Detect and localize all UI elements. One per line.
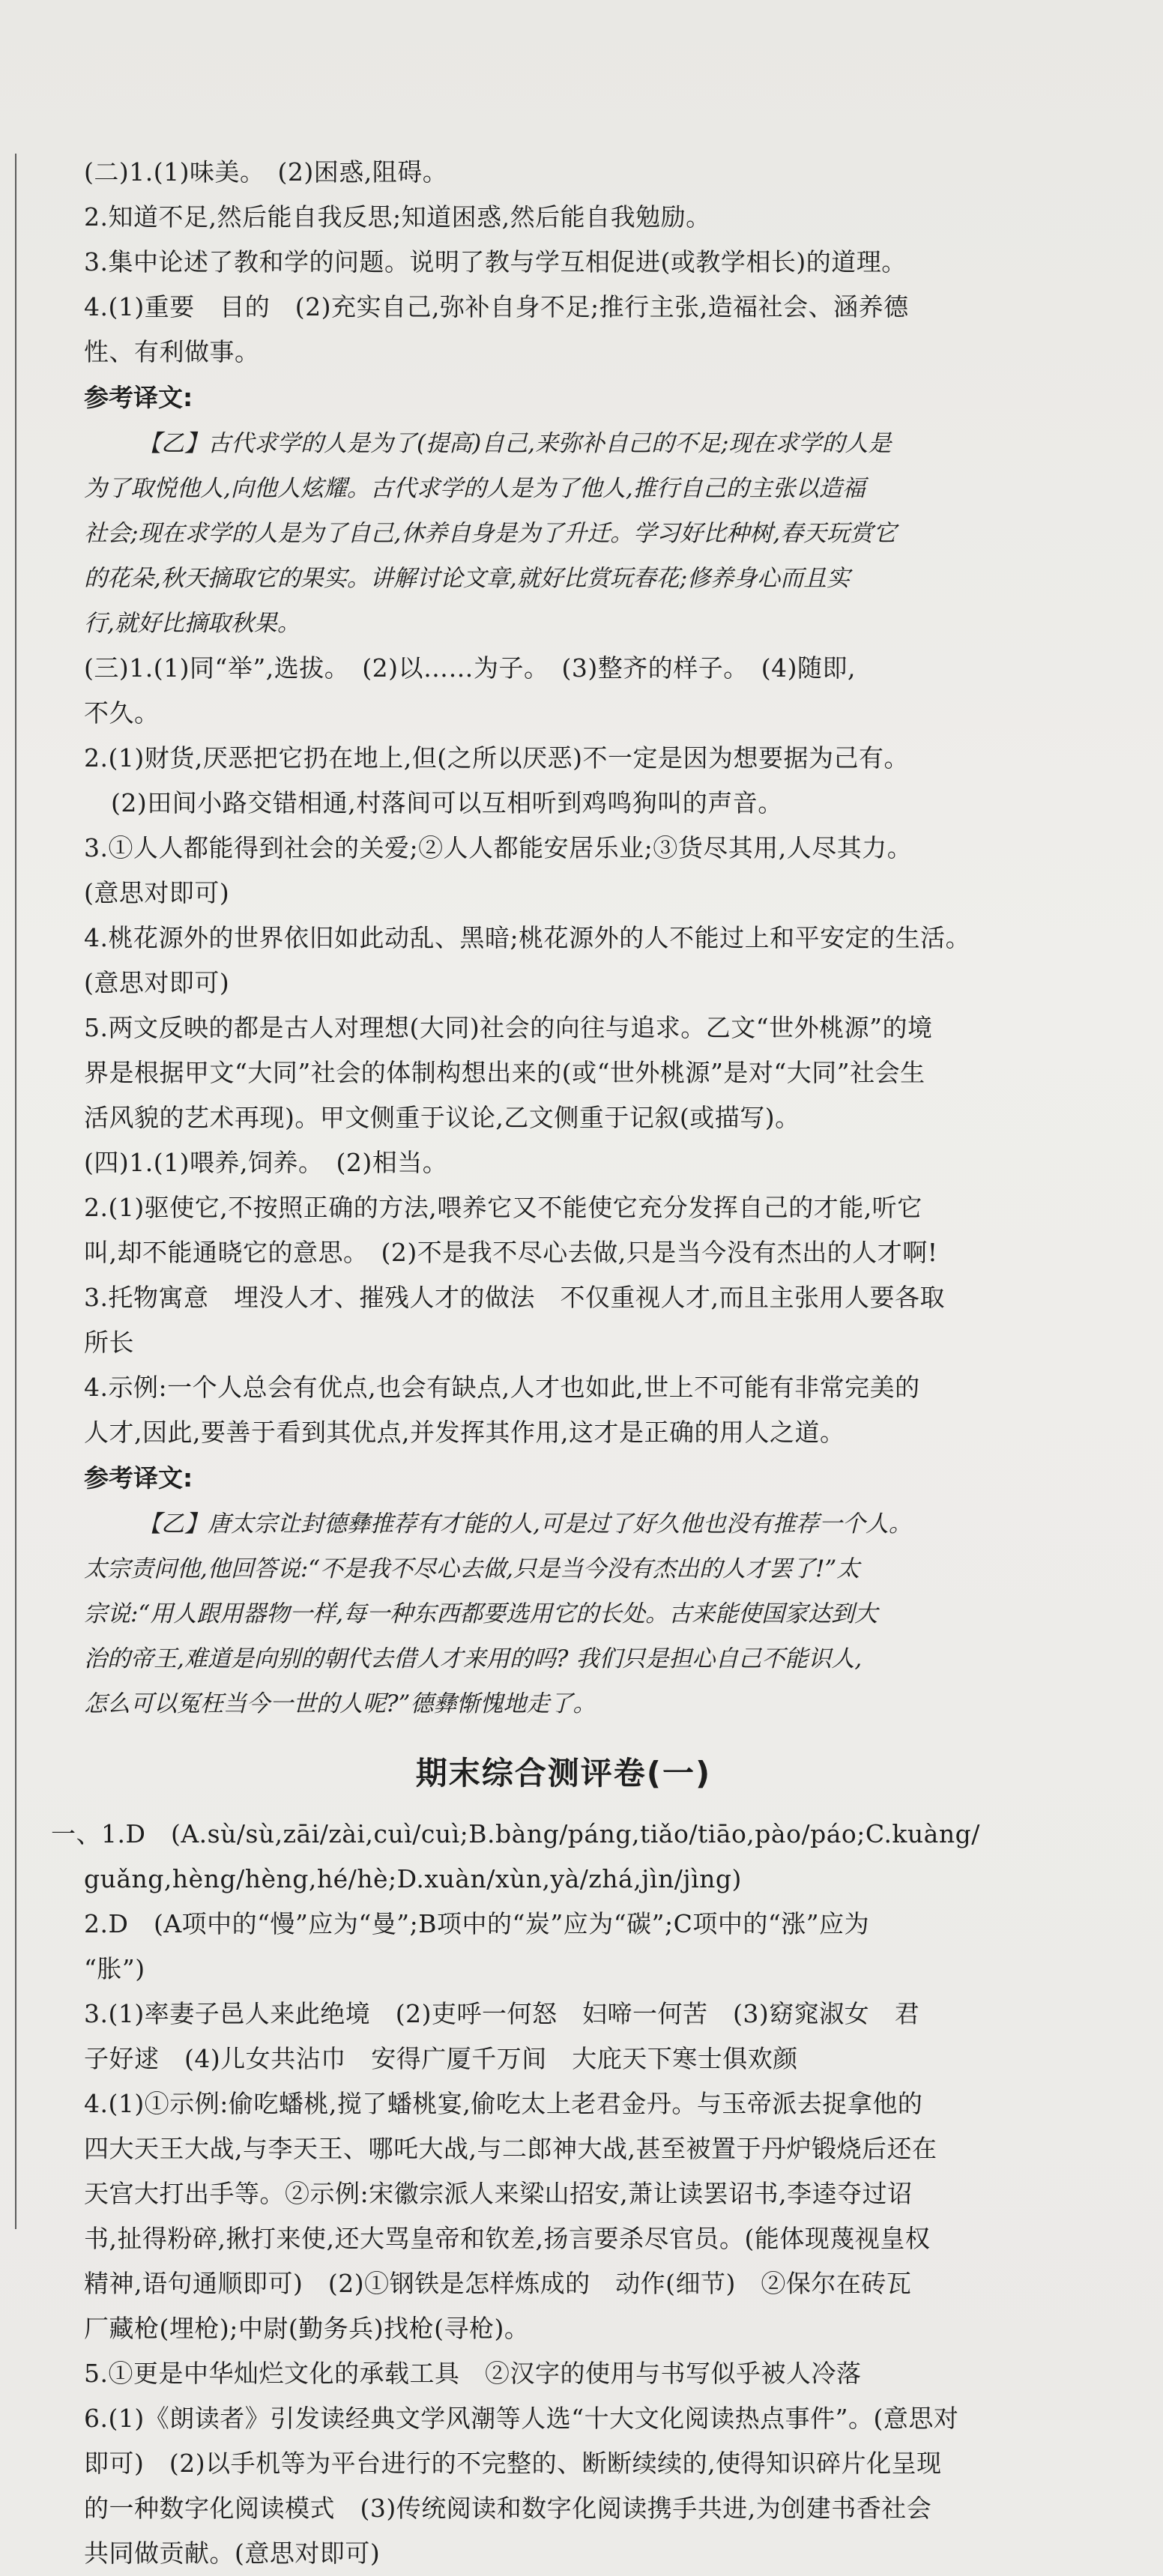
answer-line: 子好逑 (4)儿女共沾巾 安得广厦千万间 大庇天下寒士俱欢颜 <box>84 2044 798 2073</box>
answer-line: (意思对即可) <box>84 968 230 997</box>
answer-line: (四)1.(1)喂养,饲养。 (2)相当。 <box>84 1148 448 1177</box>
exam-title: 期末综合测评卷(一) <box>415 1755 712 1792</box>
reference-translation-heading: 参考译文: <box>84 383 193 412</box>
answer-line: (2)田间小路交错相通,村落间可以互相听到鸡鸣狗叫的声音。 <box>111 788 783 817</box>
answer-line: 精神,语句通顺即可) (2)①钢铁是怎样炼成的 动作(细节) ②保尔在砖瓦 <box>84 2269 912 2298</box>
section-2 <box>84 150 1043 646</box>
answer-line: 3.托物寓意 埋没人才、摧残人才的做法 不仅重视人才,而且主张用人要各取 <box>84 1283 945 1312</box>
exam-answers <box>51 1812 1043 2576</box>
answer-line: 4.桃花源外的世界依旧如此动乱、黑暗;桃花源外的人不能过上和平安定的生活。 <box>84 923 971 952</box>
answer-line: (意思对即可) <box>84 878 230 907</box>
answer-line: 四大天王大战,与李天王、哪吒大战,与二郎神大战,甚至被置于丹炉锻烧后还在 <box>84 2134 937 2163</box>
translation-line: 太宗责问他,他回答说:“不是我不尽心去做,只是当今没有杰出的人才罢了!”太 <box>84 1555 860 1582</box>
answer-line: 4.(1)①示例:偷吃蟠桃,搅了蟠桃宴,偷吃太上老君金丹。与玉帝派去捉拿他的 <box>84 2089 923 2118</box>
answer-line: 4.示例:一个人总会有优点,也会有缺点,人才也如此,世上不可能有非常完美的 <box>84 1373 920 1402</box>
answer-line: 3.(1)率妻子邑人来此绝境 (2)吏呼一何怒 妇啼一何苦 (3)窈窕淑女 君 <box>84 1999 920 2028</box>
answer-line: 5.两文反映的都是古人对理想(大同)社会的向往与追求。乙文“世外桃源”的境 <box>84 1013 933 1042</box>
translation-line: 社会;现在求学的人是为了自己,休养自身是为了升迁。学习好比种树,春天玩赏它 <box>84 520 897 547</box>
answer-line: 一、1.D (A.sù/sù,zāi/zài,cuì/cuì;B.bàng/páng,tiǎo/tiāo,pào/páo;C.kuàng/ <box>51 1819 980 1848</box>
answer-line: 2.(1)财货,厌恶把它扔在地上,但(之所以厌恶)不一定是因为想要据为己有。 <box>84 743 909 773</box>
answer-line: 界是根据甲文“大同”社会的体制构想出来的(或“世外桃源”是对“大同”社会生 <box>84 1058 925 1087</box>
translation-line: 怎么可以冤枉当今一世的人呢?”德彝惭愧地走了。 <box>84 1690 596 1717</box>
margin-rule <box>15 154 16 2229</box>
answer-line: 叫,却不能通晓它的意思。 (2)不是我不尽心去做,只是当今没有杰出的人才啊! <box>84 1238 938 1267</box>
translation-line: 行,就好比摘取秋果。 <box>84 610 300 637</box>
answer-line: 6.(1)《朗读者》引发读经典文学风潮等人选“十大文化阅读热点事件”。(意思对 <box>84 2404 959 2433</box>
answer-line: 的一种数字化阅读模式 (3)传统阅读和数字化阅读携手共进,为创建书香社会 <box>84 2494 932 2523</box>
answer-line: 人才,因此,要善于看到其优点,并发挥其作用,这才是正确的用人之道。 <box>84 1418 845 1447</box>
translation-line: 【乙】古代求学的人是为了(提高)自己,来弥补自己的不足;现在求学的人是 <box>138 430 892 457</box>
answer-line: 共同做贡献。(意思对即可) <box>84 2539 381 2568</box>
answer-line: 所长 <box>84 1328 134 1357</box>
answer-line: “胀”) <box>84 1954 145 1983</box>
translation-line: 【乙】唐太宗让封德彝推荐有才能的人,可是过了好久他也没有推荐一个人。 <box>138 1511 912 1538</box>
answer-line: 天宫大打出手等。②示例:宋徽宗派人来梁山招安,萧让读罢诏书,李逵夺过诏 <box>84 2179 913 2208</box>
answer-line: (二)1.(1)味美。 (2)困惑,阻碍。 <box>84 157 448 187</box>
translation-line: 为了取悦他人,向他人炫耀。古代求学的人是为了他人,推行自己的主张以造福 <box>84 475 866 502</box>
answer-line: 即可) (2)以手机等为平台进行的不完整的、断断续续的,使得知识碎片化呈现 <box>84 2449 942 2478</box>
answer-line: 3.①人人都能得到社会的关爱;②人人都能安居乐业;③货尽其用,人尽其力。 <box>84 833 913 862</box>
translation-line: 宗说:“用人跟用器物一样,每一种东西都要选用它的长处。古来能使国家达到大 <box>84 1600 878 1627</box>
translation-line: 治的帝王,难道是向别的朝代去借人才来用的吗? 我们只是担心自己不能识人, <box>84 1645 863 1672</box>
answer-line: 活风貌的艺术再现)。甲文侧重于议论,乙文侧重于记叙(或描写)。 <box>84 1103 800 1132</box>
answer-line: 2.(1)驱使它,不按照正确的方法,喂养它又不能使它充分发挥自己的才能,听它 <box>84 1193 922 1222</box>
answer-line: 3.集中论述了教和学的问题。说明了教与学互相促进(或教学相长)的道理。 <box>84 247 907 276</box>
answer-line: 2.知道不足,然后能自我反思;知道困惑,然后能自我勉励。 <box>84 202 711 232</box>
answer-line: 书,扯得粉碎,揪打来使,还大骂皇帝和钦差,扬言要杀尽官员。(能体现蔑视皇权 <box>84 2224 931 2253</box>
section-4 <box>84 1140 1043 1726</box>
answer-content <box>51 150 1043 2576</box>
answer-line: guǎng,hèng/hèng,hé/hè;D.xuàn/xùn,yà/zhá,jìn/jìng) <box>84 1864 742 1893</box>
translation-line: 的花朵,秋天摘取它的果实。讲解讨论文章,就好比赏玩春花;修养身心而且实 <box>84 565 851 592</box>
answer-line: 2.D (A项中的“慢”应为“曼”;B项中的“炭”应为“碳”;C项中的“涨”应为 <box>84 1909 870 1938</box>
answer-line: 不久。 <box>84 698 160 728</box>
answer-line: 性、有利做事。 <box>84 337 260 366</box>
answer-line: 5.①更是中华灿烂文化的承载工具 ②汉字的使用与书写似乎被人冷落 <box>84 2359 862 2388</box>
section-3 <box>84 646 1043 1140</box>
reference-translation-heading: 参考译文: <box>84 1463 193 1493</box>
answer-line: 4.(1)重要 目的 (2)充实自己,弥补自身不足;推行主张,造福社会、涵养德 <box>84 292 909 321</box>
answer-line: 厂藏枪(埋枪);中尉(勤务兵)找枪(寻枪)。 <box>84 2314 530 2343</box>
answer-line: (三)1.(1)同“举”,选拔。 (2)以……为子。 (3)整齐的样子。 (4)随即, <box>84 653 856 683</box>
